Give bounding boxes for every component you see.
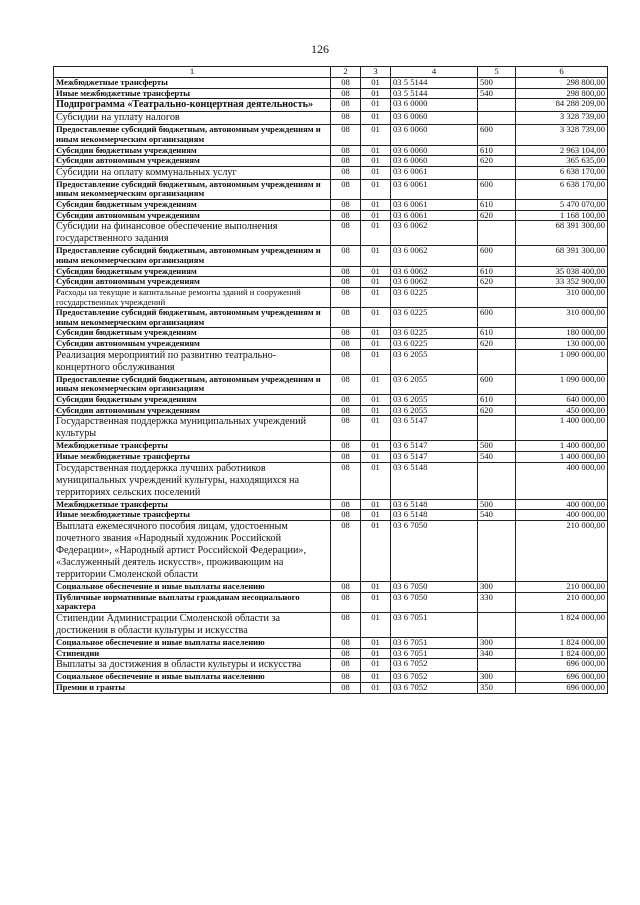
- row-name: Субсидии на финансовое обеспечение выполнения государственного задания: [54, 221, 331, 246]
- row-subsection: 01: [361, 156, 391, 167]
- row-target-code: 03 6 0225: [391, 328, 478, 339]
- row-section: 08: [331, 88, 361, 99]
- row-amount: 400 000,00: [516, 510, 608, 521]
- row-amount: 1 824 000,00: [516, 637, 608, 648]
- table-row: [54, 659, 608, 672]
- row-subsection: 01: [361, 451, 391, 462]
- row-name: Социальное обеспечение и иные выплаты населению: [54, 582, 331, 593]
- table-row: [54, 266, 608, 277]
- row-section: 08: [331, 582, 361, 593]
- row-amount: 5 470 070,00: [516, 200, 608, 211]
- row-expense-type: 330: [478, 592, 516, 612]
- table-row: [54, 287, 608, 307]
- row-amount: 310 000,00: [516, 287, 608, 307]
- table-row: [54, 520, 608, 581]
- row-subsection: 01: [361, 125, 391, 145]
- row-section: 08: [331, 612, 361, 637]
- row-name: Государственная поддержка муниципальных учреждений культуры: [54, 416, 331, 441]
- row-target-code: 03 6 7052: [391, 672, 478, 683]
- row-expense-type: 500: [478, 441, 516, 452]
- row-amount: 33 352 900,00: [516, 277, 608, 288]
- row-amount: 130 000,00: [516, 339, 608, 350]
- row-expense-type: 610: [478, 200, 516, 211]
- row-subsection: 01: [361, 179, 391, 199]
- row-expense-type: [478, 612, 516, 637]
- row-name: Расходы на текущие и капитальные ремонты зданий и сооружений государственных учреждений: [54, 287, 331, 307]
- row-expense-type: [478, 349, 516, 374]
- row-amount: 450 000,00: [516, 405, 608, 416]
- table-row: [54, 416, 608, 441]
- row-section: 08: [331, 441, 361, 452]
- row-subsection: 01: [361, 145, 391, 156]
- row-subsection: 01: [361, 112, 391, 125]
- row-amount: 696 000,00: [516, 659, 608, 672]
- row-amount: 1 824 000,00: [516, 612, 608, 637]
- column-header-name: 1: [54, 67, 331, 78]
- row-name: Социальное обеспечение и иные выплаты населению: [54, 672, 331, 683]
- table-row: [54, 394, 608, 405]
- table-row: [54, 221, 608, 246]
- column-header-section: 2: [331, 67, 361, 78]
- row-name: Субсидии автономным учреждениям: [54, 405, 331, 416]
- row-amount: 35 038 400,00: [516, 266, 608, 277]
- row-target-code: 03 6 0060: [391, 125, 478, 145]
- row-name: Субсидии автономным учреждениям: [54, 339, 331, 350]
- budget-table: [53, 66, 608, 694]
- table-row: [54, 78, 608, 89]
- table-row: [54, 308, 608, 328]
- row-section: 08: [331, 200, 361, 211]
- row-expense-type: 600: [478, 374, 516, 394]
- row-expense-type: 500: [478, 499, 516, 510]
- row-amount: 400 000,00: [516, 499, 608, 510]
- row-subsection: 01: [361, 682, 391, 693]
- row-subsection: 01: [361, 462, 391, 499]
- row-amount: 68 391 300,00: [516, 221, 608, 246]
- row-section: 08: [331, 328, 361, 339]
- row-amount: 3 328 739,00: [516, 125, 608, 145]
- row-expense-type: 610: [478, 394, 516, 405]
- row-amount: 365 635,00: [516, 156, 608, 167]
- row-name: Межбюджетные трансферты: [54, 441, 331, 452]
- row-section: 08: [331, 592, 361, 612]
- row-name: Премии и гранты: [54, 682, 331, 693]
- row-target-code: 03 6 5147: [391, 416, 478, 441]
- row-name: Социальное обеспечение и иные выплаты населению: [54, 637, 331, 648]
- row-amount: 1 090 000,00: [516, 374, 608, 394]
- row-target-code: 03 6 7051: [391, 612, 478, 637]
- row-subsection: 01: [361, 510, 391, 521]
- row-amount: 2 963 104,00: [516, 145, 608, 156]
- row-target-code: 03 6 0225: [391, 287, 478, 307]
- table-row: [54, 592, 608, 612]
- row-target-code: 03 6 5148: [391, 510, 478, 521]
- row-section: 08: [331, 166, 361, 179]
- row-section: 08: [331, 156, 361, 167]
- row-amount: 1 090 000,00: [516, 349, 608, 374]
- row-amount: 1 168 100,00: [516, 210, 608, 221]
- row-name: Выплата ежемесячного пособия лицам, удостоенным почетного звания «Народный художник Российской Федерации», «Народный артист Российской Федерации», «Заслуженный деятель искусств», проживающим на территории Смоленской области: [54, 520, 331, 581]
- column-header-expense-type: 5: [478, 67, 516, 78]
- table-row: [54, 510, 608, 521]
- row-name: Субсидии бюджетным учреждениям: [54, 328, 331, 339]
- row-expense-type: 600: [478, 125, 516, 145]
- row-name: Субсидии на уплату налогов: [54, 112, 331, 125]
- row-subsection: 01: [361, 499, 391, 510]
- row-subsection: 01: [361, 612, 391, 637]
- row-expense-type: 300: [478, 582, 516, 593]
- table-row: [54, 612, 608, 637]
- table-row: [54, 374, 608, 394]
- row-name: Субсидии автономным учреждениям: [54, 210, 331, 221]
- table-row: [54, 88, 608, 99]
- row-subsection: 01: [361, 78, 391, 89]
- row-target-code: 03 6 7052: [391, 682, 478, 693]
- row-amount: 1 400 000,00: [516, 416, 608, 441]
- row-name: Субсидии автономным учреждениям: [54, 277, 331, 288]
- row-section: 08: [331, 451, 361, 462]
- row-subsection: 01: [361, 672, 391, 683]
- row-expense-type: 620: [478, 156, 516, 167]
- table-row: [54, 246, 608, 266]
- row-expense-type: 610: [478, 266, 516, 277]
- row-expense-type: 620: [478, 277, 516, 288]
- row-subsection: 01: [361, 374, 391, 394]
- row-expense-type: 600: [478, 308, 516, 328]
- row-target-code: 03 6 7052: [391, 659, 478, 672]
- page-number: 126: [311, 42, 329, 56]
- row-section: 08: [331, 416, 361, 441]
- row-target-code: 03 5 5144: [391, 78, 478, 89]
- row-section: 08: [331, 287, 361, 307]
- row-section: 08: [331, 125, 361, 145]
- row-expense-type: [478, 462, 516, 499]
- row-expense-type: 600: [478, 246, 516, 266]
- column-header-amount: 6: [516, 67, 608, 78]
- row-name: Субсидии бюджетным учреждениям: [54, 394, 331, 405]
- row-name: Иные межбюджетные трансферты: [54, 451, 331, 462]
- table-row: [54, 166, 608, 179]
- row-subsection: 01: [361, 441, 391, 452]
- row-expense-type: [478, 520, 516, 581]
- row-name: Стипендии: [54, 648, 331, 659]
- row-target-code: 03 6 0062: [391, 221, 478, 246]
- row-section: 08: [331, 277, 361, 288]
- table-row: [54, 125, 608, 145]
- row-amount: 210 000,00: [516, 520, 608, 581]
- row-subsection: 01: [361, 405, 391, 416]
- row-name: Субсидии бюджетным учреждениям: [54, 200, 331, 211]
- row-amount: 1 400 000,00: [516, 441, 608, 452]
- row-name: Субсидии автономным учреждениям: [54, 156, 331, 167]
- row-subsection: 01: [361, 520, 391, 581]
- row-subsection: 01: [361, 394, 391, 405]
- row-target-code: 03 6 2055: [391, 394, 478, 405]
- row-expense-type: 610: [478, 145, 516, 156]
- row-section: 08: [331, 462, 361, 499]
- row-section: 08: [331, 672, 361, 683]
- row-target-code: 03 6 0060: [391, 112, 478, 125]
- row-target-code: 03 6 0061: [391, 200, 478, 211]
- row-expense-type: 500: [478, 78, 516, 89]
- table-row: [54, 672, 608, 683]
- table-row: [54, 328, 608, 339]
- row-section: 08: [331, 78, 361, 89]
- row-name: Иные межбюджетные трансферты: [54, 510, 331, 521]
- row-subsection: 01: [361, 88, 391, 99]
- row-target-code: 03 5 5144: [391, 88, 478, 99]
- row-section: 08: [331, 112, 361, 125]
- row-name: Межбюджетные трансферты: [54, 499, 331, 510]
- row-target-code: 03 6 0062: [391, 266, 478, 277]
- row-target-code: 03 6 2055: [391, 349, 478, 374]
- row-amount: 1 400 000,00: [516, 451, 608, 462]
- row-subsection: 01: [361, 221, 391, 246]
- row-expense-type: 610: [478, 328, 516, 339]
- row-amount: 696 000,00: [516, 672, 608, 683]
- row-subsection: 01: [361, 328, 391, 339]
- row-expense-type: [478, 221, 516, 246]
- row-target-code: 03 6 7050: [391, 592, 478, 612]
- row-amount: 6 638 170,00: [516, 179, 608, 199]
- table-row: [54, 277, 608, 288]
- row-amount: 84 288 209,00: [516, 99, 608, 112]
- row-name: Подпрограмма «Театрально-концертная деятельность»: [54, 99, 331, 112]
- table-row: [54, 462, 608, 499]
- row-target-code: 03 6 0061: [391, 210, 478, 221]
- row-expense-type: 620: [478, 339, 516, 350]
- row-amount: 210 000,00: [516, 592, 608, 612]
- row-name: Субсидии бюджетным учреждениям: [54, 145, 331, 156]
- row-expense-type: [478, 659, 516, 672]
- row-target-code: 03 6 0000: [391, 99, 478, 112]
- row-section: 08: [331, 374, 361, 394]
- table-row: [54, 405, 608, 416]
- row-expense-type: 540: [478, 510, 516, 521]
- row-target-code: 03 6 7051: [391, 637, 478, 648]
- row-subsection: 01: [361, 200, 391, 211]
- row-section: 08: [331, 179, 361, 199]
- row-target-code: 03 6 0225: [391, 308, 478, 328]
- row-subsection: 01: [361, 659, 391, 672]
- table-row: [54, 499, 608, 510]
- row-name: Иные межбюджетные трансферты: [54, 88, 331, 99]
- row-section: 08: [331, 246, 361, 266]
- table-row: [54, 210, 608, 221]
- row-section: 08: [331, 349, 361, 374]
- row-target-code: 03 6 5148: [391, 462, 478, 499]
- row-subsection: 01: [361, 349, 391, 374]
- row-name: Предоставление субсидий бюджетным, автономным учреждениям и иным некоммерческим организациям: [54, 125, 331, 145]
- row-amount: 180 000,00: [516, 328, 608, 339]
- row-subsection: 01: [361, 592, 391, 612]
- row-name: Государственная поддержка лучших работников муниципальных учреждений культуры, находящихся на территориях сельских поселений: [54, 462, 331, 499]
- header-row: [54, 67, 608, 78]
- row-target-code: 03 6 2055: [391, 374, 478, 394]
- row-amount: 6 638 170,00: [516, 166, 608, 179]
- row-name: Субсидии бюджетным учреждениям: [54, 266, 331, 277]
- row-subsection: 01: [361, 648, 391, 659]
- row-amount: 298 800,00: [516, 88, 608, 99]
- row-target-code: 03 6 0060: [391, 145, 478, 156]
- row-section: 08: [331, 682, 361, 693]
- row-target-code: 03 6 0062: [391, 277, 478, 288]
- row-expense-type: 540: [478, 88, 516, 99]
- row-target-code: 03 6 7050: [391, 520, 478, 581]
- row-section: 08: [331, 637, 361, 648]
- row-expense-type: [478, 416, 516, 441]
- row-subsection: 01: [361, 416, 391, 441]
- row-target-code: 03 6 7051: [391, 648, 478, 659]
- row-section: 08: [331, 659, 361, 672]
- row-amount: 310 000,00: [516, 308, 608, 328]
- row-expense-type: 300: [478, 672, 516, 683]
- table-header: [54, 67, 608, 78]
- row-section: 08: [331, 210, 361, 221]
- table-row: [54, 441, 608, 452]
- table-row: [54, 179, 608, 199]
- column-header-subsection: 3: [361, 67, 391, 78]
- row-section: 08: [331, 394, 361, 405]
- row-target-code: 03 6 0225: [391, 339, 478, 350]
- row-subsection: 01: [361, 99, 391, 112]
- row-expense-type: 620: [478, 405, 516, 416]
- row-section: 08: [331, 510, 361, 521]
- row-name: Выплаты за достижения в области культуры и искусства: [54, 659, 331, 672]
- table-row: [54, 648, 608, 659]
- row-section: 08: [331, 266, 361, 277]
- row-name: Публичные нормативные выплаты гражданам несоциального характера: [54, 592, 331, 612]
- table-row: [54, 451, 608, 462]
- row-subsection: 01: [361, 246, 391, 266]
- table-row: [54, 582, 608, 593]
- row-expense-type: 300: [478, 637, 516, 648]
- row-amount: 1 824 000,00: [516, 648, 608, 659]
- table-row: [54, 682, 608, 693]
- row-amount: 298 800,00: [516, 78, 608, 89]
- row-amount: 640 000,00: [516, 394, 608, 405]
- row-section: 08: [331, 648, 361, 659]
- row-name: Реализация мероприятий по развитию театрально-концертного обслуживания: [54, 349, 331, 374]
- row-expense-type: 340: [478, 648, 516, 659]
- row-expense-type: [478, 99, 516, 112]
- row-subsection: 01: [361, 287, 391, 307]
- table-body: [54, 78, 608, 694]
- row-subsection: 01: [361, 637, 391, 648]
- row-expense-type: [478, 287, 516, 307]
- row-name: Предоставление субсидий бюджетным, автономным учреждениям и иным некоммерческим организациям: [54, 246, 331, 266]
- row-amount: 696 000,00: [516, 682, 608, 693]
- row-subsection: 01: [361, 266, 391, 277]
- row-section: 08: [331, 221, 361, 246]
- row-amount: 68 391 300,00: [516, 246, 608, 266]
- row-target-code: 03 6 2055: [391, 405, 478, 416]
- row-name: Межбюджетные трансферты: [54, 78, 331, 89]
- row-target-code: 03 6 5147: [391, 441, 478, 452]
- row-expense-type: 540: [478, 451, 516, 462]
- row-target-code: 03 6 0061: [391, 179, 478, 199]
- row-section: 08: [331, 99, 361, 112]
- row-name: Стипендии Администрации Смоленской области за достижения в области культуры и искусства: [54, 612, 331, 637]
- row-subsection: 01: [361, 166, 391, 179]
- table-row: [54, 339, 608, 350]
- table-row: [54, 349, 608, 374]
- row-section: 08: [331, 145, 361, 156]
- row-target-code: 03 6 5148: [391, 499, 478, 510]
- row-expense-type: 620: [478, 210, 516, 221]
- table-row: [54, 99, 608, 112]
- row-amount: 210 000,00: [516, 582, 608, 593]
- column-header-target-code: 4: [391, 67, 478, 78]
- table-row: [54, 145, 608, 156]
- row-subsection: 01: [361, 210, 391, 221]
- row-section: 08: [331, 339, 361, 350]
- table-row: [54, 156, 608, 167]
- row-name: Субсидии на оплату коммунальных услуг: [54, 166, 331, 179]
- table-row: [54, 200, 608, 211]
- row-section: 08: [331, 520, 361, 581]
- row-name: Предоставление субсидий бюджетным, автономным учреждениям и иным некоммерческим организациям: [54, 179, 331, 199]
- row-name: Предоставление субсидий бюджетным, автономным учреждениям и иным некоммерческим организациям: [54, 374, 331, 394]
- row-target-code: 03 6 0060: [391, 156, 478, 167]
- row-expense-type: 350: [478, 682, 516, 693]
- row-section: 08: [331, 405, 361, 416]
- row-subsection: 01: [361, 277, 391, 288]
- row-amount: 400 000,00: [516, 462, 608, 499]
- row-target-code: 03 6 7050: [391, 582, 478, 593]
- row-subsection: 01: [361, 308, 391, 328]
- row-section: 08: [331, 499, 361, 510]
- row-subsection: 01: [361, 339, 391, 350]
- row-subsection: 01: [361, 582, 391, 593]
- table-row: [54, 637, 608, 648]
- row-target-code: 03 6 0062: [391, 246, 478, 266]
- row-target-code: 03 6 5147: [391, 451, 478, 462]
- row-expense-type: [478, 166, 516, 179]
- row-expense-type: [478, 112, 516, 125]
- row-target-code: 03 6 0061: [391, 166, 478, 179]
- row-expense-type: 600: [478, 179, 516, 199]
- table-row: [54, 112, 608, 125]
- row-name: Предоставление субсидий бюджетным, автономным учреждениям и иным некоммерческим организациям: [54, 308, 331, 328]
- row-section: 08: [331, 308, 361, 328]
- row-amount: 3 328 739,00: [516, 112, 608, 125]
